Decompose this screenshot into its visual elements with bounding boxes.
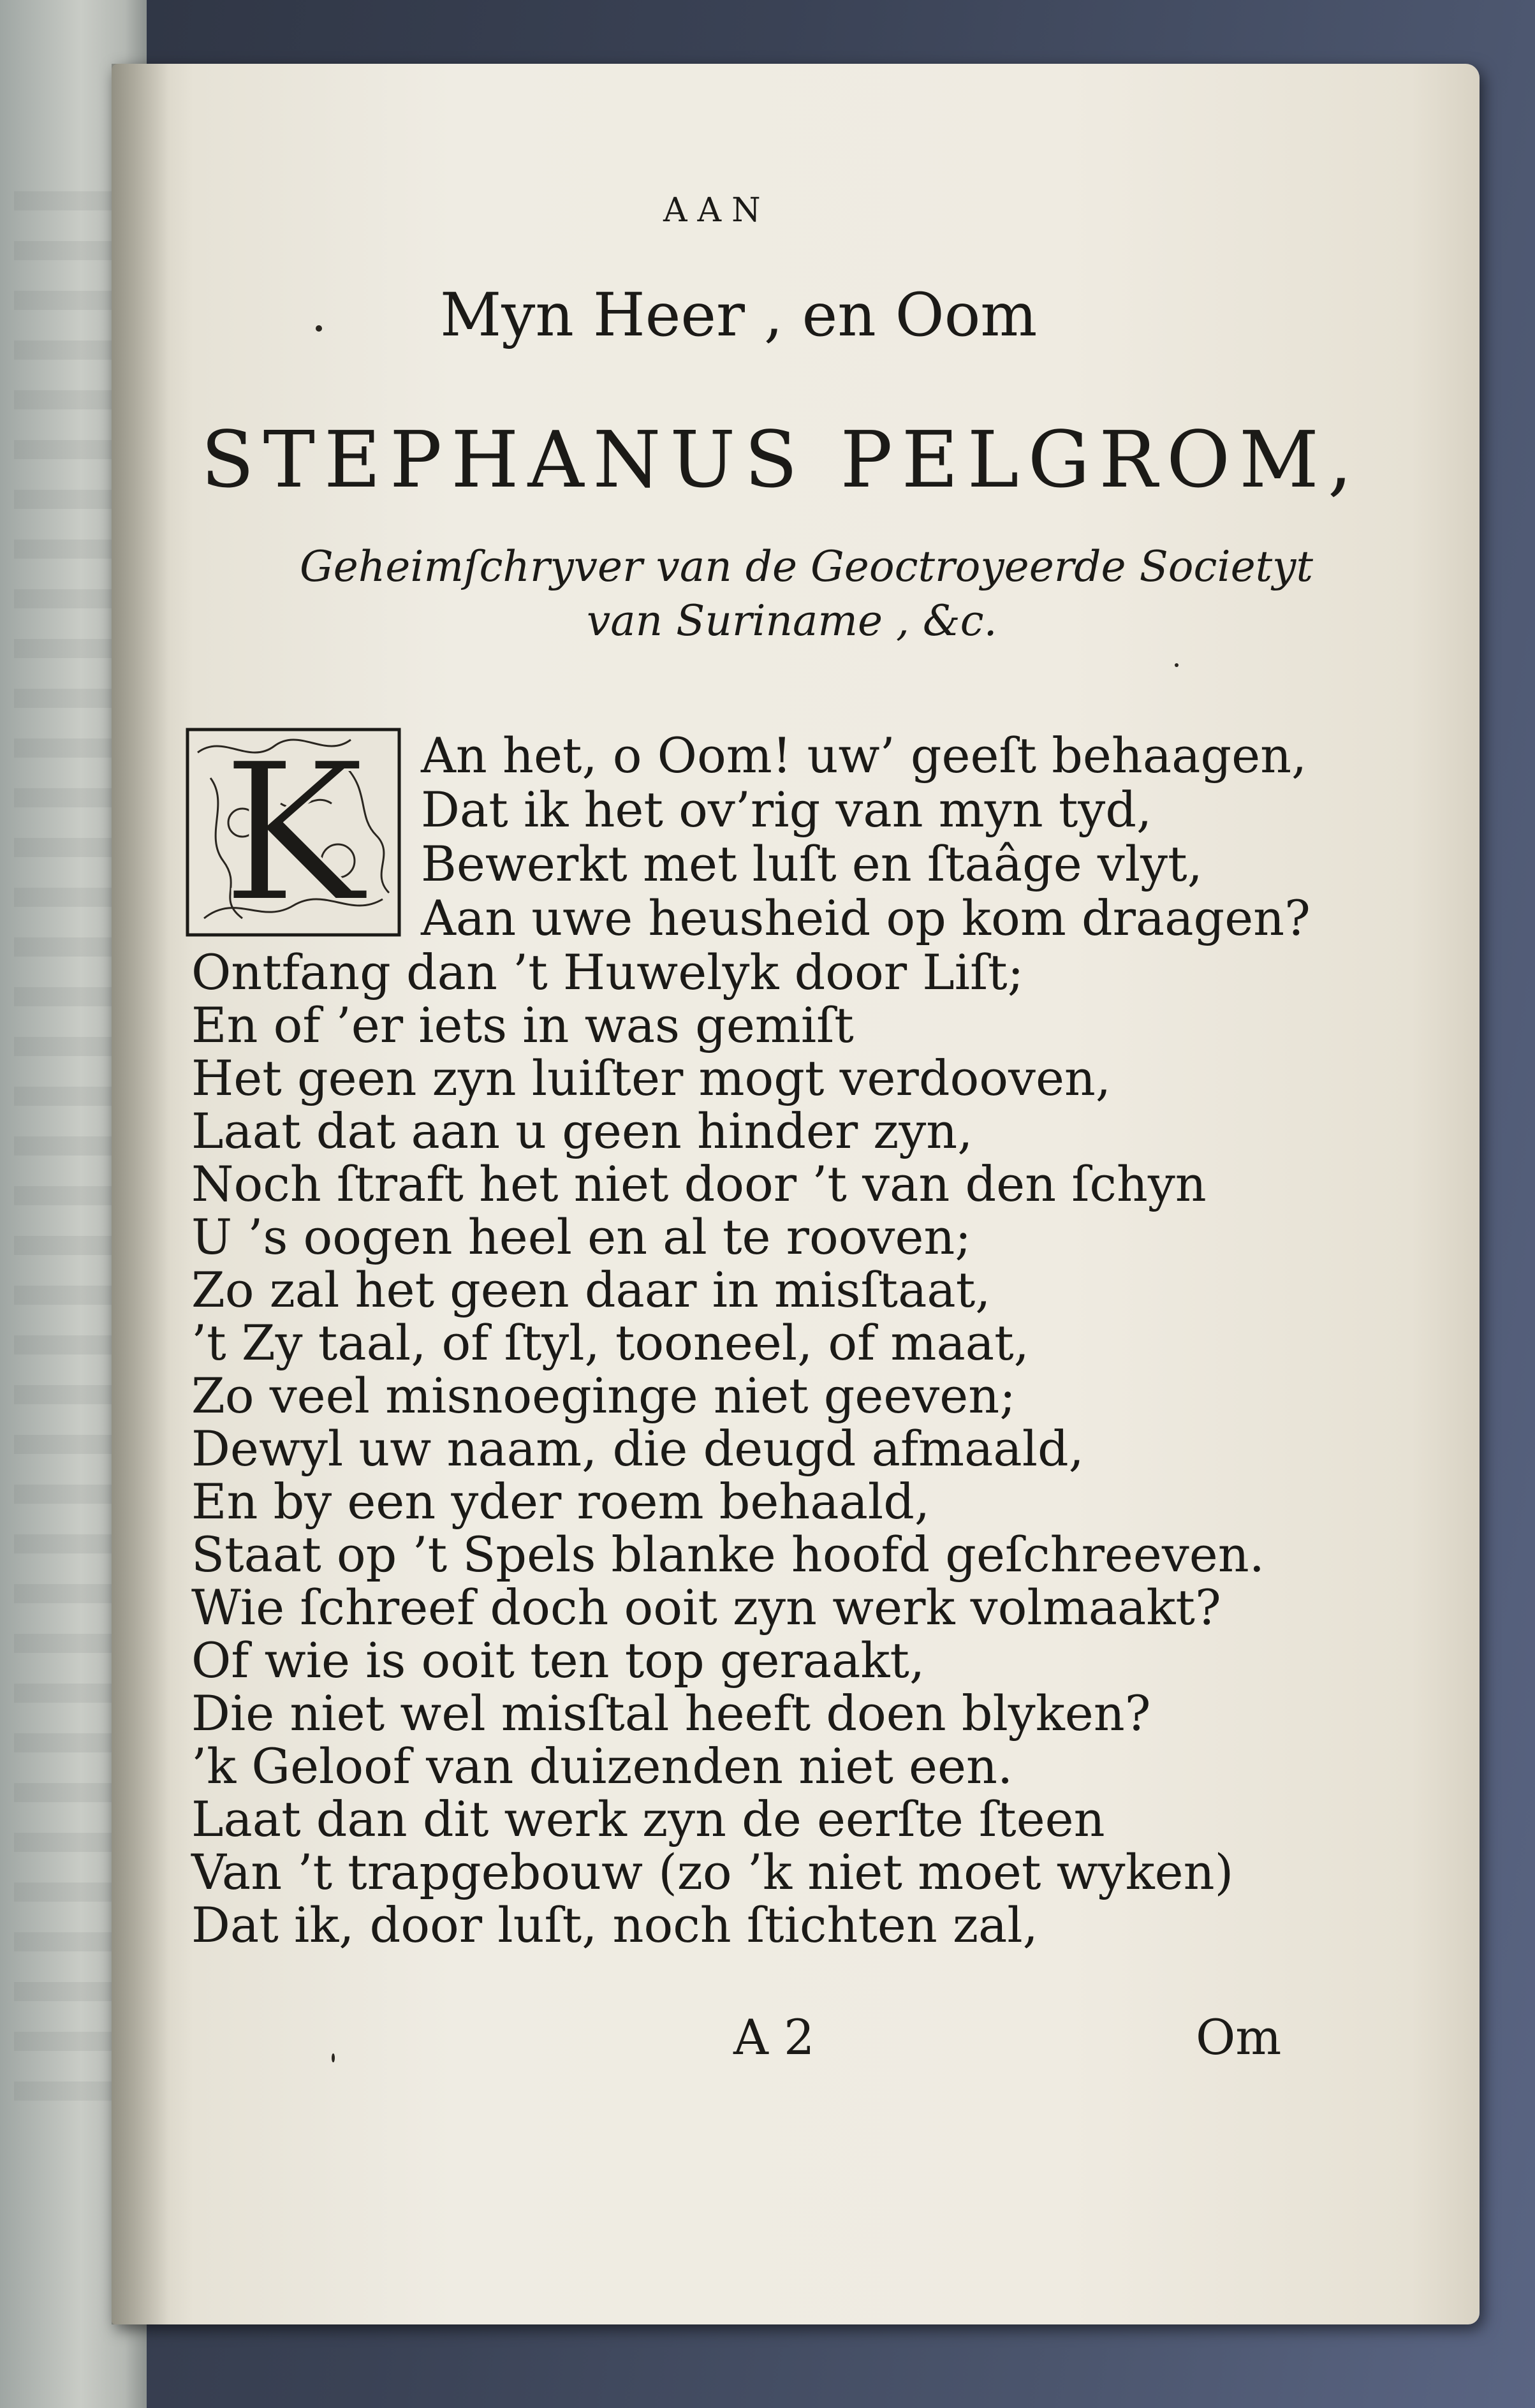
poem-line: Dat ik het ov’rig van myn tyd, bbox=[421, 781, 1152, 838]
recipient-title-line: van Suriname , &c. bbox=[587, 596, 997, 645]
catchword: Om bbox=[1196, 2009, 1282, 2066]
poem-line: Dewyl uw naam, die deugd afmaald, bbox=[191, 1420, 1084, 1477]
poem-line: Zo zal het geen daar in misſtaat, bbox=[191, 1261, 991, 1318]
page-header: AAN bbox=[663, 191, 771, 230]
recipient-title-line: Geheimſchryver van de Geoctroyeerde Societyt bbox=[300, 542, 1313, 591]
poem-line: Noch ſtraft het niet door ’t van den ſchyn bbox=[191, 1156, 1207, 1212]
poem-line: Die niet wel misſtal heeft doen blyken? bbox=[191, 1685, 1151, 1742]
poem-line: Van ’t trapgebouw (zo ’k niet moet wyken) bbox=[191, 1844, 1234, 1900]
ink-speck bbox=[332, 2053, 335, 2062]
signature-mark: A 2 bbox=[733, 2009, 815, 2066]
poem-line: Bewerkt met luſt en ſtaâge vlyt, bbox=[421, 835, 1203, 892]
poem-line: Laat dat aan u geen hinder zyn, bbox=[191, 1103, 973, 1159]
ink-speck bbox=[316, 325, 322, 332]
poem-line: Ontfang dan ’t Huwelyk door Liſt; bbox=[191, 944, 1024, 1001]
poem-line: Aan uwe heusheid op kom draagen? bbox=[421, 890, 1311, 946]
salutation: Myn Heer , en Oom bbox=[440, 281, 1038, 350]
recipient-name: STEPHANUS PELGROM, bbox=[201, 415, 1362, 505]
ink-speck bbox=[1175, 663, 1179, 667]
poem-line: Dat ik, door luſt, noch ſtichten zal, bbox=[191, 1897, 1038, 1953]
poem-line: An het, o Oom! uw’ geeſt behaagen, bbox=[421, 727, 1307, 784]
poem-line: ’k Geloof van duizenden niet een. bbox=[191, 1738, 1013, 1795]
poem-line: Zo veel misnoeginge niet geeven; bbox=[191, 1367, 1016, 1424]
drop-cap-letter: K bbox=[221, 727, 365, 937]
poem-line: U ’s oogen heel en al te rooven; bbox=[191, 1208, 971, 1265]
ornamental-drop-cap bbox=[185, 727, 402, 937]
poem-line: Laat dan dit werk zyn de eerſte ſteen bbox=[191, 1791, 1105, 1847]
poem-line: Wie ſchreef doch ooit zyn werk volmaakt? bbox=[191, 1579, 1221, 1636]
poem-line: Of wie is ooit ten top geraakt, bbox=[191, 1632, 925, 1689]
poem-line: Het geen zyn luiſter mogt verdooven, bbox=[191, 1050, 1112, 1106]
poem-line: Staat op ’t Spels blanke hoofd geſchreeven. bbox=[191, 1526, 1265, 1583]
poem-line: ’t Zy taal, of ſtyl, tooneel, of maat, bbox=[191, 1314, 1029, 1371]
poem-line: En of ’er iets in was gemiſt bbox=[191, 997, 854, 1054]
poem-line: En by een yder roem behaald, bbox=[191, 1473, 930, 1530]
